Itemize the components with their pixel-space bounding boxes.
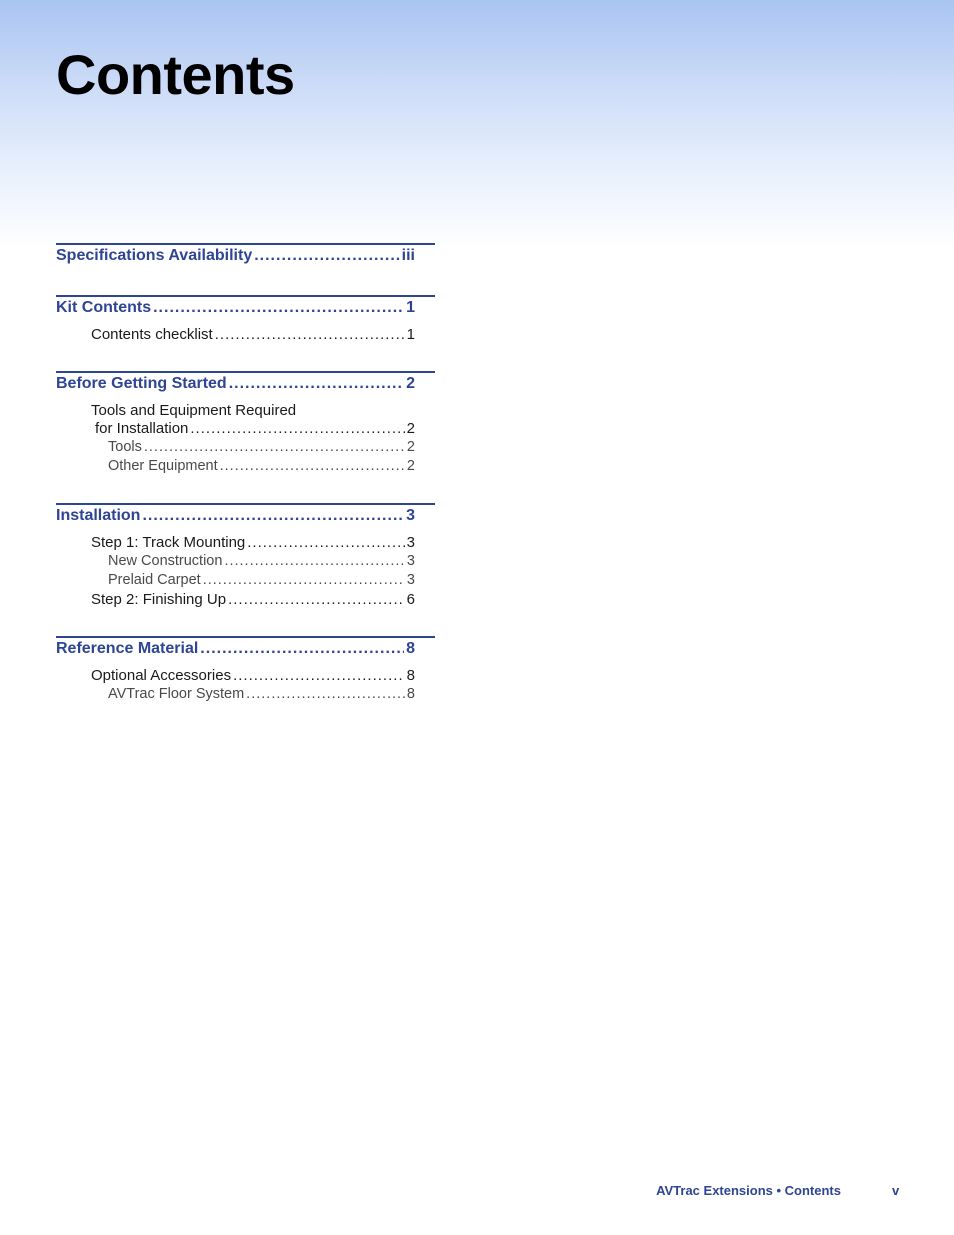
toc-subentry-label: AVTrac Floor System: [108, 686, 245, 702]
footer-page-number: v: [892, 1183, 900, 1198]
dot-leader: [247, 534, 404, 551]
toc-entry-label: Contents checklist: [91, 326, 213, 343]
toc-subentry-label: Prelaid Carpet: [108, 572, 201, 588]
toc-link-other-equipment[interactable]: [56, 458, 415, 477]
toc-link-step-2-finishing-up[interactable]: [56, 591, 415, 610]
toc-entry-label: Optional Accessories: [91, 667, 232, 684]
toc-link-optional-accessories[interactable]: [56, 667, 415, 686]
toc-subentry-label: New Construction: [108, 553, 223, 569]
toc-section-title: Kit Contents: [56, 299, 152, 316]
toc-page-number: 2: [406, 420, 415, 437]
toc-page-number: 1: [406, 326, 415, 343]
dot-leader: [200, 640, 404, 658]
toc-section-title: Before Getting Started: [56, 375, 227, 392]
dot-leader: [228, 591, 405, 608]
dot-leader: [203, 572, 405, 588]
toc-page-number: 3: [406, 507, 415, 524]
toc-link-before-getting-started[interactable]: [56, 373, 415, 397]
dot-leader: [144, 439, 405, 455]
toc-link-tools-and-equipment[interactable]: [56, 402, 435, 439]
toc-entry-label: Step 1: Track Mounting: [91, 534, 246, 551]
toc-section-title: Specifications Availability: [56, 247, 253, 264]
toc-subentry-label: Other Equipment: [108, 458, 218, 474]
toc-page-number: 6: [406, 591, 415, 608]
toc-page-number: iii: [401, 247, 415, 264]
dot-leader: [229, 375, 404, 393]
toc-link-step-1-track-mounting[interactable]: [56, 534, 415, 553]
toc-subentry-label: Tools: [108, 439, 142, 455]
toc-page-number: 3: [406, 553, 415, 569]
toc-link-tools[interactable]: [56, 439, 415, 458]
toc-section-specifications: [56, 243, 435, 269]
toc-page-number: 3: [406, 572, 415, 588]
dot-leader: [233, 667, 405, 684]
toc-link-kit-contents[interactable]: [56, 297, 415, 321]
toc-page-number: 2: [406, 439, 415, 455]
toc-link-prelaid-carpet[interactable]: [56, 572, 415, 591]
toc-section-title: Reference Material: [56, 640, 199, 657]
toc-page-number: 3: [406, 534, 415, 551]
toc-section-kit-contents: [56, 295, 435, 345]
toc-link-specifications-availability[interactable]: [56, 245, 415, 269]
toc-link-contents-checklist[interactable]: [56, 326, 415, 345]
toc-section-title: Installation: [56, 507, 141, 524]
toc-entry-label-line2: for Installation: [95, 420, 189, 437]
page-title: Contents: [56, 43, 295, 106]
dot-leader: [215, 326, 405, 343]
page-footer: [0, 1183, 954, 1203]
toc-link-installation[interactable]: [56, 505, 415, 529]
toc-page-number: 8: [406, 686, 415, 702]
toc-link-avtrac-floor-system[interactable]: [56, 686, 415, 705]
toc-page-number: 8: [406, 640, 415, 657]
toc-entry-label: Step 2: Finishing Up: [91, 591, 227, 608]
toc-section-installation: [56, 503, 435, 610]
dot-leader: [224, 553, 404, 569]
dot-leader: [246, 686, 405, 702]
toc-entry-label-line1: Tools and Equipment Required: [91, 402, 297, 419]
toc-page-number: 1: [406, 299, 415, 316]
table-of-contents: [56, 243, 435, 731]
dot-leader: [153, 299, 404, 317]
toc-link-reference-material[interactable]: [56, 638, 415, 662]
dot-leader: [220, 458, 405, 474]
toc-link-new-construction[interactable]: [56, 553, 415, 572]
dot-leader: [190, 420, 404, 437]
toc-page-number: 8: [406, 667, 415, 684]
footer-document-title: AVTrac Extensions • Contents: [656, 1183, 841, 1198]
toc-entry-row: [56, 420, 415, 439]
toc-page-number: 2: [406, 375, 415, 392]
header-gradient-band: [0, 0, 954, 250]
toc-page-number: 2: [406, 458, 415, 474]
toc-section-reference-material: [56, 636, 435, 705]
dot-leader: [254, 247, 399, 265]
toc-section-before-getting-started: [56, 371, 435, 477]
dot-leader: [142, 507, 404, 525]
